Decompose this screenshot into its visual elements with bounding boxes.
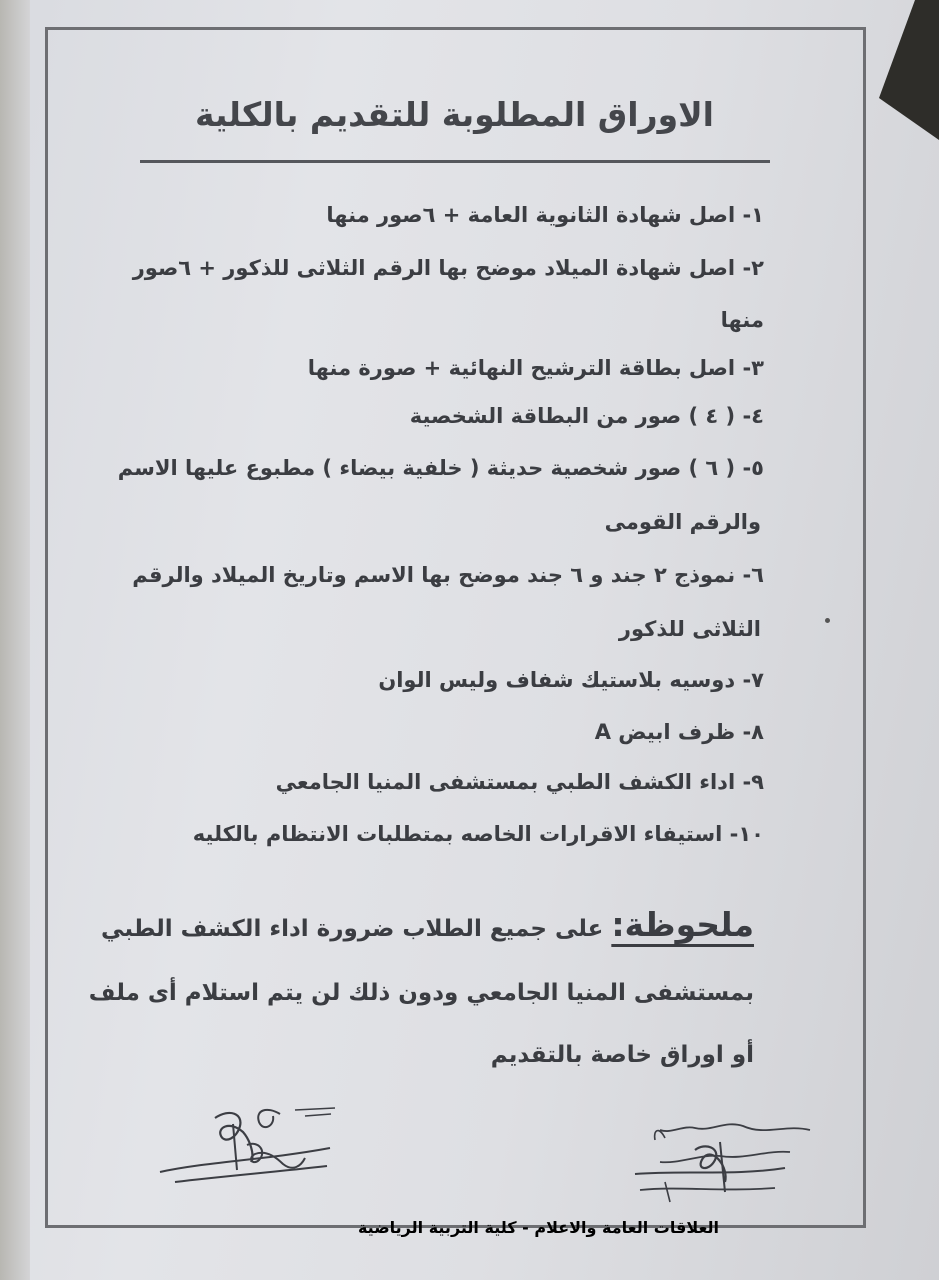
list-item-7: ٧- دوسيه بلاستيك شفاف وليس الوان: [378, 668, 764, 692]
list-item-3: ٣- اصل بطاقة الترشيح النهائية + صورة منها: [307, 356, 764, 380]
title-underline: [140, 160, 770, 163]
list-item-2-cont: منها: [720, 308, 764, 332]
footer-credit: العلاقات العامة والاعلام - كلية التربية الرياضية: [357, 1218, 719, 1237]
list-item-1: ١- اصل شهادة الثانوية العامة + ٦صور منها: [326, 203, 764, 227]
list-item-9: ٩- اداء الكشف الطبي بمستشفى المنيا الجامعي: [275, 770, 764, 794]
ink-dot: [825, 618, 830, 623]
list-item-2: ٢- اصل شهادة الميلاد موضح بها الرقم الثلاثى للذكور + ٦صور: [132, 256, 764, 280]
note-line-1: [101, 905, 754, 944]
note-line-2: بمستشفى المنيا الجامعي ودون ذلك لن يتم استلام أى ملف: [88, 980, 754, 1006]
background-corner: [879, 0, 939, 140]
document-title: الاوراق المطلوبة للتقديم بالكلية: [195, 95, 714, 134]
list-item-8: ٨- ظرف ابيض A: [594, 720, 764, 744]
note-label: ملحوظة:: [611, 905, 754, 944]
footer-banner: [0, 1208, 939, 1280]
note-line-1-text: على جميع الطلاب ضرورة اداء الكشف الطبي: [101, 916, 604, 942]
list-item-5: ٥- ( ٦ ) صور شخصية حديثة ( خلفية بيضاء ) مطبوع عليها الاسم: [117, 456, 764, 480]
list-item-10: ١٠- استيفاء الاقرارات الخاصه بمتطلبات الانتظام بالكليه: [192, 822, 764, 846]
list-item-6: ٦- نموذج ٢ جند و ٦ جند موضح بها الاسم وتاريخ الميلاد والرقم: [132, 563, 764, 587]
note-line-3: أو اوراق خاصة بالتقديم: [490, 1042, 754, 1068]
right-signature: [625, 1112, 825, 1212]
list-item-4: ٤- ( ٤ ) صور من البطاقة الشخصية: [409, 404, 764, 428]
list-item-6-cont: الثلاثى للذكور: [618, 617, 761, 641]
left-signature: [155, 1100, 345, 1195]
paper-edge: [0, 0, 30, 1280]
list-item-5-cont: والرقم القومى: [604, 510, 761, 534]
